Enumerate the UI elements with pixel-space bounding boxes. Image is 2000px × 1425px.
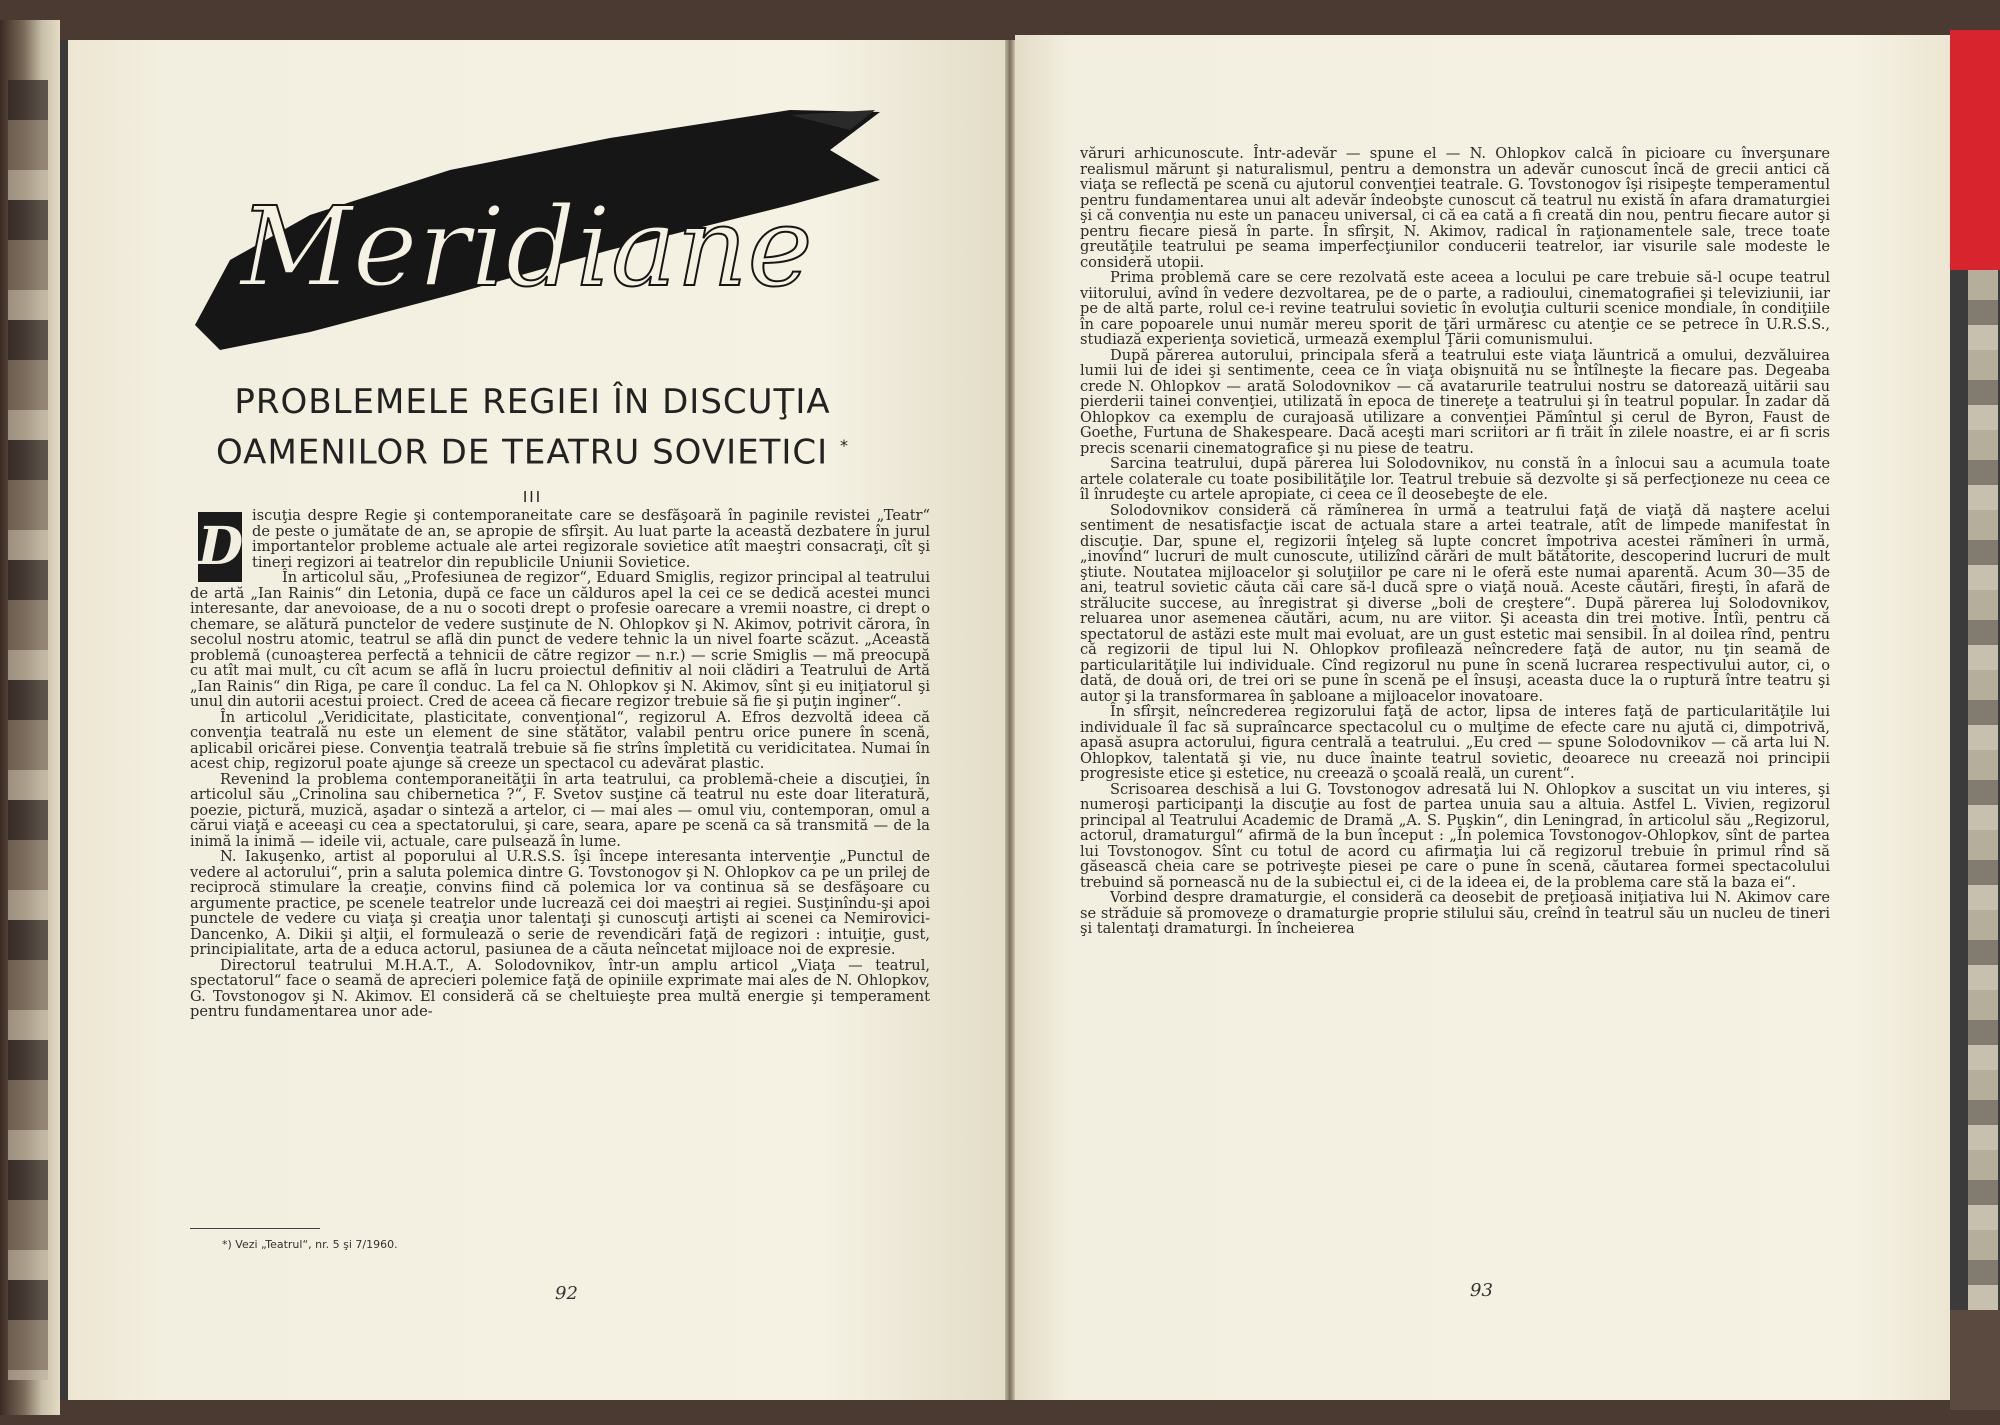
- book-cover-right-edge: [1950, 30, 2000, 1410]
- paragraph: Directorul teatrului M.H.A.T., A. Solodovnikov, într-un amplu articol „Viaţa — teatrul, spectatorul“ face o seamă de aprecieri polemice faţă de opiniile exprimate mai ales de N. Ohlopkov, G. Tovstonogov şi N. Akimov. El consideră că se cheltuieşte prea multă energie şi temperament pentru fundamentarea unor ade-: [190, 956, 930, 1020]
- paragraph: În sfîrşit, neîncrederea regizorului faţă de actor, lipsa de interes faţă de particularităţile lui individuale îl fac să supraîncarce spectacolul cu o mulţime de efecte care nu ajută ci, dimpotrivă, apasă asupra actorului, figura centrală a teatrului. „Eu cred — spune Solodovnikov — că arta lui N. Ohlopkov, talentată şi vie, nu duce înainte teatrul sovietic, deoarece nu creează noi principii progresiste etice şi estetice, nu creează o şcoală reală, un curent“.: [1080, 703, 1830, 782]
- paragraph: Sarcina teatrului, după părerea lui Solodovnikov, nu constă în a înlocui sau a acumula toate artele colaterale cu toate posibilităţile lor. Teatrul trebuie să dezvolte şi să perfecţioneze nu ceea ce îl înrudeşte cu artele apropiate, ci ceea ce îl deosebeşte de ele.: [1080, 455, 1830, 503]
- article-title-line-1: PROBLEMELE REGIEI ÎN DISCUŢIA: [234, 382, 831, 422]
- masthead-logo: [190, 110, 880, 350]
- paragraph: În articolul „Veridicitate, plasticitate, convenţional“, regizorul A. Efros dezvoltă ideea că convenţia teatrală nu este un element de sine stătător, valabil pentru orice punere în scenă, aplicabil oricărei piese. Convenţia teatrală trebuie să fie strîns împletită cu veridicitatea. Numai în acest chip, regizorul poate ajunge să creeze un spectacol cu adevărat plastic.: [190, 708, 930, 772]
- masthead-title: Meridiane: [240, 183, 813, 311]
- page-number-left: 92: [555, 1283, 578, 1304]
- paragraph: văruri arhicunoscute. Într-adevăr — spune el — N. Ohlopkov calcă în picioare cu înverşunare realismul mărunt şi naturalismul, pentru a demonstra un adevăr cunoscut încă de grecii antici că viaţa se reflectă pe scenă cu ajutorul convenţiei teatrale. G. Tovstonogov îşi risipeşte temperamentul pentru fundamentarea unui alt adevăr îndeobşte cunoscut că teatrul nu există în afara dramaturgiei şi că convenţia nu este un panaceu universal, ci că ea cată a fi creată din nou, pentru fiecare autor şi pentru fiecare piesă în parte. În sfîrşit, N. Akimov, radical în raţionamentele sale, trece toate greutăţile teatrului pe seama imperfecţiunilor conducerii teatrelor, iar visurile sale modeste le consideră utopii.: [1080, 145, 1830, 271]
- paragraph: În articolul său, „Profesiunea de regizor“, Eduard Smiglis, regizor principal al teatrului de artă „Ian Rainis“ din Letonia, după ce face un călduros apel la cei ce se dedică acestei munci interesante, dar anevoioase, de a nu o socoti drept o profesie oarecare a vremii noastre, ci drept o chemare, se alătură punctelor de vedere susţinute de N. Ohlopkov şi N. Akimov, potrivit cărora, în secolul nostru atomic, teatrul se află din punct de vedere tehnic la un nivel foarte scăzut. „Această problemă (cunoaşterea perfectă a tehnicii de către regizor — n.r.) — scrie Smiglis — mă preocupă cu atît mai mult, cu cît acum se află în lucru proiectul definitiv al noii clădiri a Teatrului de Artă „Ian Rainis“ din Riga, pe care îl conduc. La fel ca N. Ohlopkov şi N. Akimov, sînt şi eu iniţiatorul şi unul din autorii acestui proiect. Cred de aceea că fiecare regizor trebuie să fie şi puţin inginer“.: [190, 569, 930, 710]
- footnote-rule: [190, 1228, 320, 1229]
- paragraph: Revenind la problema contemporaneităţii în arta teatrului, ca problemă-cheie a discuţiei, în articolul său „Crinolina sau chibernetica ?“, F. Svetov susţine că teatrul nu este doar literatură, poezie, pictură, muzică, aşadar o sinteză a artelor, ci — mai ales — omul viu, contemporan, omul a cărui viaţă e aceeaşi cu cea a spectatorului, şi care, seara, apare pe scenă ca să transmită — de la inimă la inimă — ideile vii, actuale, care pulsează în lume.: [190, 770, 930, 850]
- article-title-line-2-text: OAMENILOR DE TEATRU SOVIETICI: [216, 432, 829, 473]
- adjacent-page-photo: [8, 80, 48, 1380]
- left-column-text: [190, 508, 930, 1020]
- paragraph: După părerea autorului, principala sferă a teatrului este viaţa lăuntrică a omului, dezvăluirea lumii lui de idei şi sentimente, ceea ce în viaţa obişnuită nu se întîlneşte la fiecare pas. Degeaba crede N. Ohlopkov — arată Solodovnikov — că avatarurile teatrului nostru se datorează uitării sau pierderii tainei convenţiei, utilizată în epoca de tinereţe a teatrului şi în teatrul popular. În zadar dă Ohlopkov ca exemplu de curajoasă utilizare a convenţiei Pămîntul şi cerul de Byron, Faust de Goethe, Furtuna de Shakespeare. Dacă aceşti mari scriitori ar fi trăit în zilele noastre, ei ar fi scris precis scenarii cinematografice şi nu piese de teatru.: [1080, 346, 1830, 457]
- article-heading: [60, 380, 1005, 506]
- article-part-number: III: [522, 488, 543, 507]
- page-number-right: 93: [1470, 1280, 1493, 1301]
- footnote-marker: *: [839, 436, 849, 455]
- book-cover-left-edge: [0, 20, 60, 1415]
- right-column-text: [1080, 146, 1830, 937]
- paragraph: Solodovnikov consideră că rămînerea în urmă a teatrului faţă de viaţă dă naştere acelui sentiment de nesatisfacţie iscat de actuala stare a artei teatrale, atît de limpede manifestat în discuţie. Dar, spune el, regizorii înţeleg să lupte concret împotriva acestei rămîneri în urmă, „inovînd“ lucruri de mult cunoscute, utilizînd cărări de mult bătătorite, descoperind lucruri de mult ştiute. Noutatea mijloacelor şi soluţiilor pe care ni le oferă este numai aparentă. Acum 30—35 de ani, teatrul sovietic căuta căi care să-l ducă spre o viaţă nouă. Aceste căutări, fireşti, în afară de strălucite succese, au înregistrat şi diverse „boli de creştere“. După părerea lui Solodovnikov, reluarea unor asemenea căutări, acum, nu are viitor. Şi aceasta din trei motive. Întîi, pentru că spectatorul de astăzi este mult mai evoluat, are un gust estetic mai sensibil. În al doilea rînd, pentru că regizorii de tipul lui N. Ohlopkov profilează neîncredere faţă de autor, nu ţin seamă de particularităţile lui individuale. Cînd regizorul nu pune în scenă lucrarea respectivului autor, ci, o dată, de două ori, de trei ori se pune în scenă pe el însuşi, aceasta duce la o ruptură între teatru şi autor şi la transformarea în şabloane a mijloacelor inovatoare.: [1080, 501, 1830, 705]
- drop-cap: D: [198, 512, 242, 582]
- adjacent-page-strip: [1968, 270, 1998, 1310]
- masthead-brush-graphic: [190, 110, 880, 350]
- article-title-line-2: [60, 424, 1005, 474]
- footnote: *) Vezi „Teatrul“, nr. 5 şi 7/1960.: [222, 1238, 398, 1251]
- paragraph: D iscuţia despre Regie şi contemporaneitate care se desfăşoară în paginile revistei „Teatr“ de peste o jumătate de an, se apropie de sfîrşit. Au luat parte la această dezbatere în jurul importantelor probleme actuale ale artei regizorale sovietice atît maeştri consacraţi, cît şi tineri regizori ai teatrelor din republicile Uniunii Sovietice.: [190, 508, 930, 570]
- paragraph: Prima problemă care se cere rezolvată este aceea a locului pe care trebuie să-l ocupe teatrul viitorului, avînd în vedere dezvoltarea, pe de o parte, a radioului, cinematografiei şi televiziunii, iar pe de altă parte, rolul ce-i revine teatrului sovietic în evoluţia culturii scenice mondiale, în condiţiile în care popoarele unui număr mereu sporit de ţări urmăresc cu atenţie ce se petrece în U.R.S.S., studiază experienţa sovietică, urmează exemplul Ţării comunismului.: [1080, 269, 1830, 348]
- paragraph: N. Iakuşenko, artist al poporului al U.R.S.S. îşi începe interesanta intervenţie „Punctul de vedere al actorului“, prin a saluta polemica dintre G. Tovstonogov şi N. Ohlopkov ca pe un prilej de reciprocă stimulare la creaţie, convins fiind că polemica lor va continua să se desfăşoare cu argumente practice, pe scenele teatrelor unde lucrează cei doi maeştri ai regiei. Susţinîndu-şi apoi punctele de vedere cu viaţa şi creaţia unor talentaţi şi cunoscuţi artişti ai scenei ca Nemirovici-Dancenko, A. Dikii şi alţii, el formulează o serie de revendicări faţă de regizori : intuiţie, gust, principialitate, arta de a educa actorul, pasiunea de a căuta neîncetat mijloace noi de expresie.: [190, 848, 930, 958]
- paragraph: Vorbind despre dramaturgie, el consideră ca deosebit de preţioasă iniţiativa lui N. Akimov care se străduie să promoveze o dramaturgie proprie stilului său, creînd în teatrul său un nucleu de tineri şi talentaţi dramaturgi. În încheierea: [1080, 889, 1830, 937]
- paragraph: Scrisoarea deschisă a lui G. Tovstonogov adresată lui N. Ohlopkov a suscitat un viu interes, şi numeroşi participanţi la discuţie au fost de partea unuia sau a altuia. Astfel L. Vivien, regizorul principal al Teatrului Academic de Dramă „A. S. Puşkin“, din Leningrad, în articolul său „Regizorul, actorul, dramaturgul“ afirmă de la bun început : „În polemica Tovstonogov-Ohlopkov, sînt de partea lui Tovstonogov. Sînt cu totul de acord cu afirmaţia lui că regizorul trebuie în primul rînd să găsească cheia care se potriveşte piesei pe care o pune în scenă, căutarea formei spectacolului trebuind să pornească nu de la subiectul ei, ci de la ideea ei, de la problema care stă la baza ei“.: [1080, 780, 1830, 891]
- book-gutter: [1005, 40, 1015, 1400]
